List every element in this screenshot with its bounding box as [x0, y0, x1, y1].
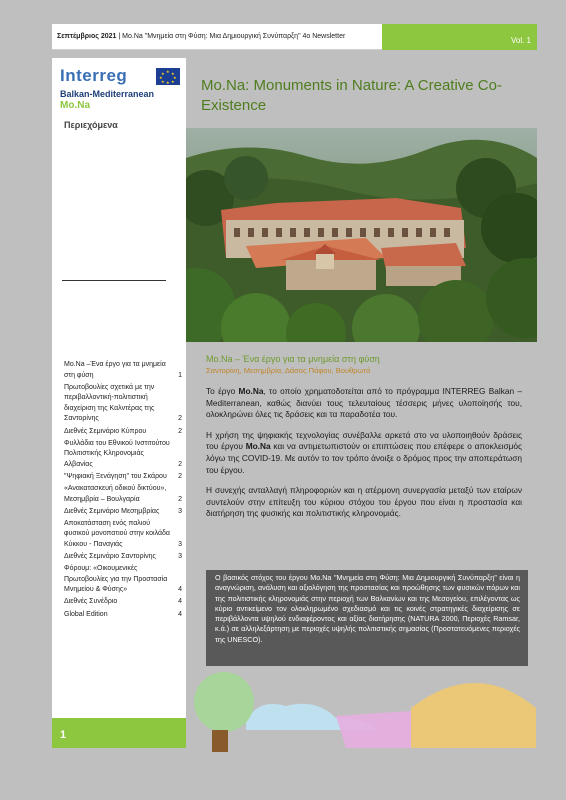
- toc-item-page: 1: [178, 371, 182, 379]
- callout-box: [206, 570, 528, 666]
- toc-item[interactable]: [64, 597, 186, 608]
- toc-item-label: Διεθνές Σεμινάριο Σαντορίνης: [64, 553, 156, 561]
- logo-project: Mo.Na: [60, 100, 90, 111]
- toc-item-page: 4: [178, 598, 182, 606]
- toc-item[interactable]: [64, 439, 186, 471]
- sidebar: [52, 58, 186, 748]
- logo-brand: Interreg: [60, 66, 128, 85]
- toc-item-page: 3: [178, 507, 182, 515]
- toc-item-page: 2: [178, 460, 182, 468]
- volume-badge: [382, 24, 537, 50]
- toc-item-label: Αποκατάσταση ενός παλιού φυσικού μονοπατιού στην κοιλάδα Κύκκου - Παναγιάς: [64, 519, 170, 548]
- paragraph-1-project: Mo.Na: [238, 386, 264, 396]
- decorative-illustration: [186, 668, 537, 754]
- toc-item[interactable]: [64, 484, 186, 505]
- decorative-shapes: [186, 668, 537, 754]
- logo-programme: Balkan-Mediterranean: [60, 89, 155, 99]
- callout-text: Ο βασικός στόχος του έργου Mo.Na "Μνημεία στη Φύση: Μια Δημιουργική Συνύπαρξη" είναι η αναγνώριση, ανάλυση και αξιολόγηση της προστασίας και προώθησης των φυσικών πόρων και της πολιτιστικής κληρονομιάς στην περιοχή των Βαλκανίων και της Μεσογείου, επιλέγοντας ως κύριο αντικείμενο τον ολοκληρωμένο σχεδιασμό και τις κοινές στρατηγικές διαχείρισης σε περιβάλλοντα υψηλού ενδιαφέροντος και αξίας διατήρησης (NATURA 2000, Περιοχές Ramsar, κ.ά.) σε αλληλεξάρτηση με περιοχές υψηλής πολιτιστικής σημασίας (Προστατευόμενες περιοχές της UNESCO).: [215, 573, 520, 644]
- section-subtitle: Σαντορίνη, Μεσημβρία, Δάσος Πάφου, Βουθρωτό: [206, 366, 371, 375]
- toc-item[interactable]: [64, 552, 186, 563]
- toc-item-page: 4: [178, 586, 182, 594]
- paragraph-2-project: Mo.Na: [245, 441, 271, 452]
- toc-item[interactable]: [64, 610, 186, 621]
- toc-heading: Περιεχόμενα: [64, 120, 118, 130]
- article-title: Mo.Na: Monuments in Nature: A Creative Co-Existence: [201, 77, 502, 114]
- paragraph-2-text: Η χρήση της ψηφιακής τεχνολογίας συνέβαλλε αρκετά στο να υλοποιηθούν δράσεις του έργου: [206, 429, 522, 452]
- toc-item-label: Διεθνές Σεμινάριο Μεσημβρίας: [64, 507, 160, 515]
- page-number-box: [52, 718, 186, 748]
- toc-item-page: 4: [178, 610, 182, 618]
- toc-item-page: 2: [178, 472, 182, 480]
- toc-item[interactable]: [64, 519, 186, 551]
- volume-label: Vol. 1: [510, 36, 531, 45]
- toc-item-label: Global Edition: [64, 610, 108, 618]
- toc-item-label: Φόρουμ: «Οικουμενικές Πρωτοβουλίες για την Προστασία Μνημείου & Φύσης»: [64, 565, 168, 594]
- toc-item-label: Πρωτοβουλίες σχετικά με την περιβαλλοντική-πολιτιστική διαχείριση της Καλντέρας της Σαντορίνης: [64, 383, 155, 423]
- toc-item-page: 2: [178, 415, 182, 423]
- monastery-photo: [186, 128, 537, 342]
- toc-item[interactable]: [64, 564, 186, 596]
- toc-divider: [62, 280, 166, 281]
- paragraph-1-text: Το έργο: [206, 386, 239, 396]
- interreg-logo: [60, 66, 184, 114]
- toc-item[interactable]: [64, 427, 186, 438]
- article-body: [206, 386, 522, 529]
- header-date: Σεπτέμβριος 2021: [57, 33, 117, 40]
- eu-flag-icon: ★ ★ ★ ★ ★ ★ ★ ★: [156, 68, 180, 85]
- paragraph-3: Η συνεχής ανταλλαγή πληροφοριών και η ατέρμονη συνεργασία μεταξύ των εταίρων συντελούν στην επίτευξη του κύριου στόχου του έργου που είναι η προστασία και διατήρηση της φυσικής και πολιτιστικής κληρονομιάς.: [206, 485, 522, 519]
- toc-item-label: «Ανακατασκευή οδικού δικτύου», Μεσημβρία – Βουλγαρία: [64, 485, 167, 503]
- toc-item-label: Mo.Na –Ένα έργο για τα μνημεία στη φύση: [64, 361, 166, 379]
- paragraph-1-text-end: , το οποίο χρηματοδοτείται από το πρόγραμμα INTERREG Balkan – Mediterranean, καθώς διανύει τους τελευταίους τέσσερις μήνες υλοποίησής του, ολοκληρώνει όλες τις δράσεις και τα παραδοτέα του.: [206, 386, 522, 420]
- paragraph-1: [206, 386, 522, 421]
- toc-item-page: 3: [178, 553, 182, 561]
- monastery-photo-illustration: [186, 128, 537, 342]
- toc-item-label: Διεθνές Συνέδριο: [64, 598, 118, 606]
- toc-item[interactable]: [64, 360, 186, 381]
- toc-item-page: 3: [178, 541, 182, 548]
- toc-item[interactable]: [64, 507, 186, 518]
- toc-item-label: Διεθνές Σεμινάριο Κύπρου: [64, 427, 147, 435]
- toc-item-label: Φυλλάδια του Εθνικού Ινστιτούτου Πολιτιστικής Κληρονομιάς Αλβανίας: [64, 439, 170, 468]
- newsletter-header: [52, 24, 382, 50]
- paragraph-2: [206, 430, 522, 476]
- toc-item-page: 2: [178, 495, 182, 503]
- toc-item[interactable]: [64, 472, 186, 483]
- toc-item[interactable]: [64, 383, 186, 425]
- toc-item-page: 2: [178, 427, 182, 435]
- section-title: Mo.Na – Ένα έργο για τα μνημεία στη φύση: [206, 354, 380, 364]
- paragraph-2-text-end: και να αντιμετωπιστούν οι επιπτώσεις που επέφερε ο αποκλεισμός λόγω της COVID-19. Με αυτόν το τον τρόπο άνοιξε ο δρόμος προς την αποπεράτωση του έργου.: [206, 441, 523, 475]
- header-title: | Mo.Na "Μνημεία στη Φύση: Μια Δημιουργική Συνύπαρξη" 4ο Newsletter: [116, 33, 346, 40]
- toc-item-label: "Ψηφιακή Ξενάγηση" του Σκάρου: [64, 472, 167, 480]
- page-number: 1: [60, 729, 67, 741]
- toc-list: [64, 360, 186, 622]
